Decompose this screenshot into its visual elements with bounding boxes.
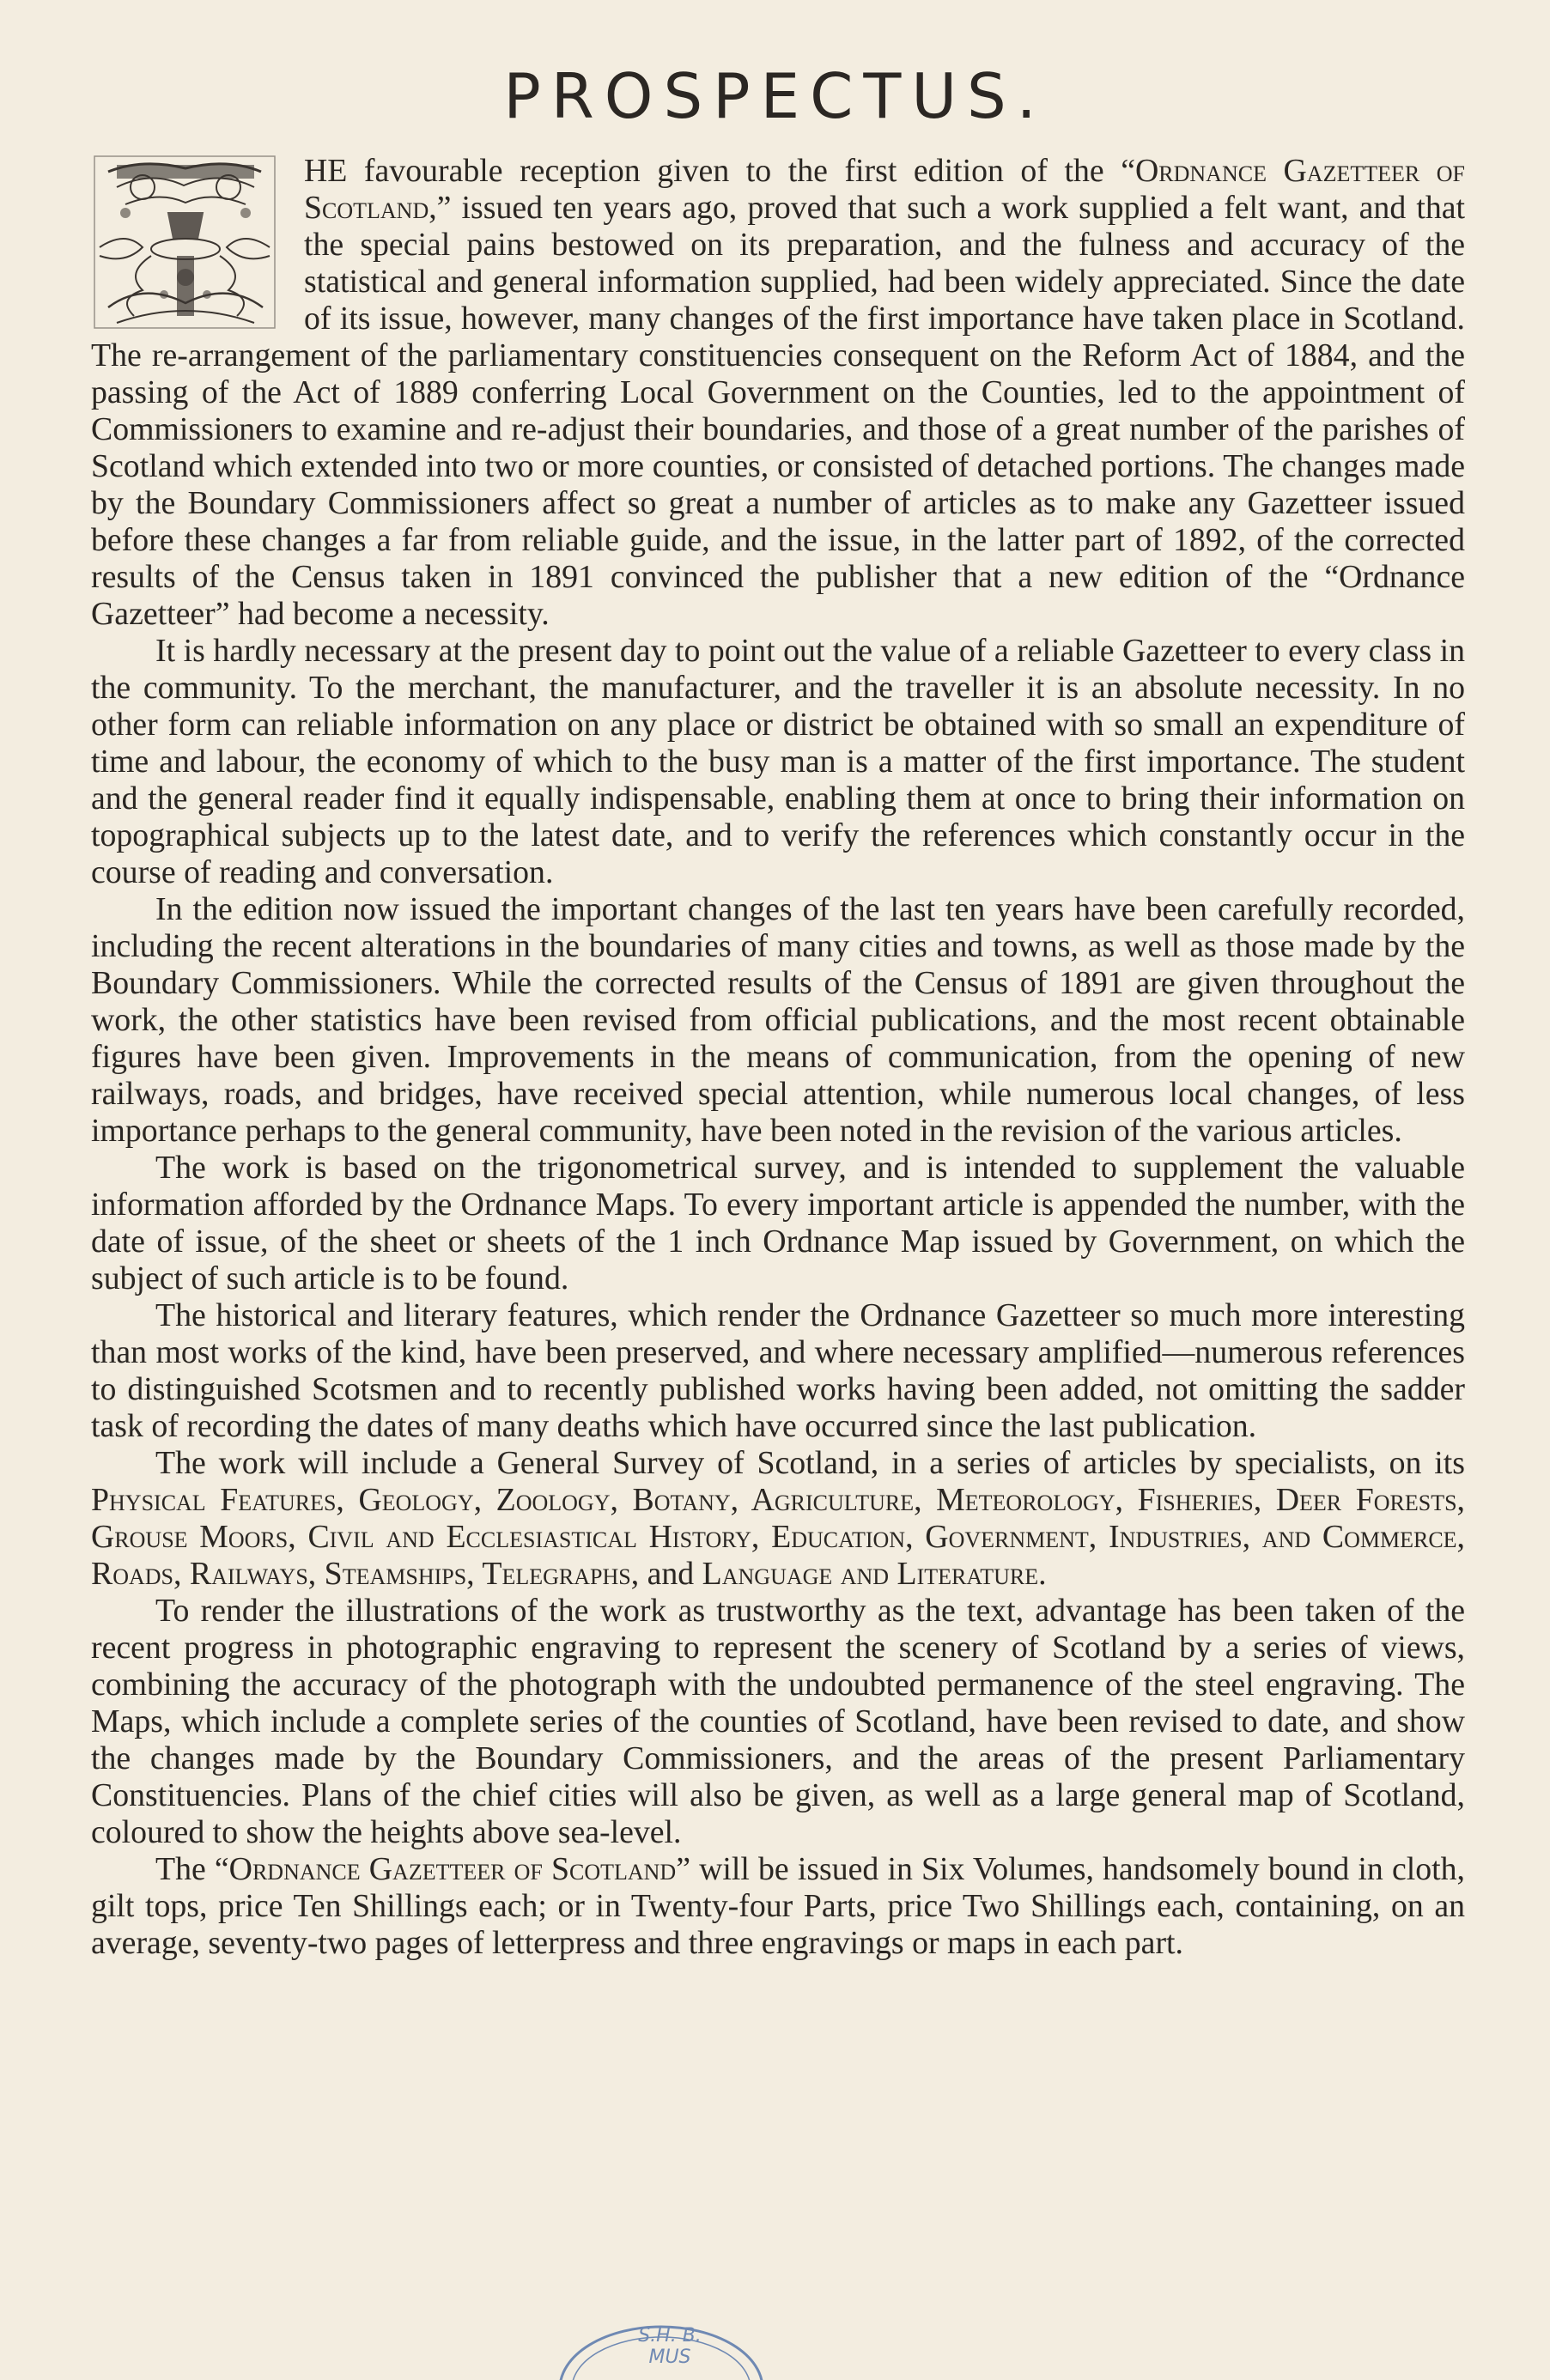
ornamental-initial-t-icon (91, 153, 278, 331)
paragraph-7: To render the illustrations of the work as trustworthy as the text, advantage has been taken of the recent progress in photographic engraving to represent the scenery of Scotland by a series of views, combining the accuracy of the photograph with the undoubted permanence of the steel engraving. The Maps, which include a complete series of the counties of Scotland, have been revised to date, and show the changes made by the Boundary Commissioners, and the areas of the present Parliamentary Constituencies. Plans of the chief cities will also be given, as well as a large general map of Scotland, coloured to show the heights above sea-level. (91, 1593, 1465, 1850)
paragraph-1: HE favourable reception given to the first edition of the “Ordnance Gazetteer of Scotland,” issued ten years ago, proved that such a work supplied a felt want, and that the special pains bestowed on its preparation, and the fulness and accuracy of the statistical and general information supplied, had been widely appreciated. Since the date of its issue, however, many changes of the first importance have taken place in Scotland. The re-arrangement of the parliamentary constituencies consequent on the Reform Act of 1884, and the passing of the Act of 1889 conferring Local Government on the Counties, led to the appointment of Commissioners to examine and re-adjust their boundaries, and those of a great number of the parishes of Scotland which extended into two or more counties, or consisted of detached portions. The changes made by the Boundary Commissioners affect so great a number of articles as to make any Gazetteer issued before these changes a far from reliable guide, and the issue, in the latter part of 1892, of the corrected results of the Census taken in 1891 convinced the publisher that a new edition of the “Ordnance Gazetteer” had become a necessity. (91, 153, 1465, 632)
paragraph-2: It is hardly necessary at the present day to point out the value of a reliable Gazetteer to every class in the community. To the merchant, the manufacturer, and the traveller it is an absolute necessity. In no other form can reliable information on any place or district be obtained with so small an expenditure of time and labour, the economy of which to the busy man is a matter of the first importance. The student and the general reader find it equally indispensable, enabling them at once to bring their information on topographical subjects up to the latest date, and to verify the references which constantly occur in the course of reading and conversation. (91, 633, 1465, 890)
paragraph-6: The work will include a General Survey of Scotland, in a series of articles by specialists, on its Physical Features, Geology, Zoology, Botany, Agriculture, Meteorology, Fisheries, Deer Forests, Grouse Moors, Civil and Ecclesiastical History, Education, Government, Industries, and Commerce, Roads, Railways, Steamships, Telegraphs, and Language and Literature. (91, 1445, 1465, 1592)
stamp-text: S.H. B. MUS (638, 2325, 702, 2368)
paragraph-3: In the edition now issued the important changes of the last ten years have been carefully recorded, including the recent alterations in the boundaries of many cities and towns, as well as those made by the Boundary Commissioners. While the corrected results of the Census of 1891 are given throughout the work, the other statistics have been revised from official publications, and the most recent obtainable figures have been given. Improvements in the means of communication, from the opening of new railways, roads, and bridges, have received special attention, while numerous local changes, of less importance perhaps to the general community, have been noted in the revision of the various articles. (91, 891, 1465, 1149)
paragraph-5: The historical and literary features, which render the Ordnance Gazetteer so much more interesting than most works of the kind, have been preserved, and where necessary amplified—numerous references to distinguished Scotsmen and to recently published works having been added, not omitting the sadder task of recording the dates of many deaths which have occurred since the last publication. (91, 1297, 1465, 1444)
page-title: PROSPECTUS. (503, 60, 1047, 132)
paragraph-8: The “Ordnance Gazetteer of Scotland” will be issued in Six Volumes, handsomely bound in cloth, gilt tops, price Ten Shillings each; or in Twenty-four Parts, price Two Shillings each, containing, on an average, seventy-two pages of letterpress and three engravings or maps in each part. (91, 1851, 1465, 1961)
prospectus-body (91, 153, 1465, 1962)
library-stamp-icon (550, 2320, 773, 2380)
paragraph-4: The work is based on the trigonometrical survey, and is intended to supplement the valuable information afforded by the Ordnance Maps. To every important article is appended the number, with the date of issue, of the sheet or sheets of the 1 inch Ordnance Map issued by Government, on which the subject of such article is to be found. (91, 1150, 1465, 1296)
